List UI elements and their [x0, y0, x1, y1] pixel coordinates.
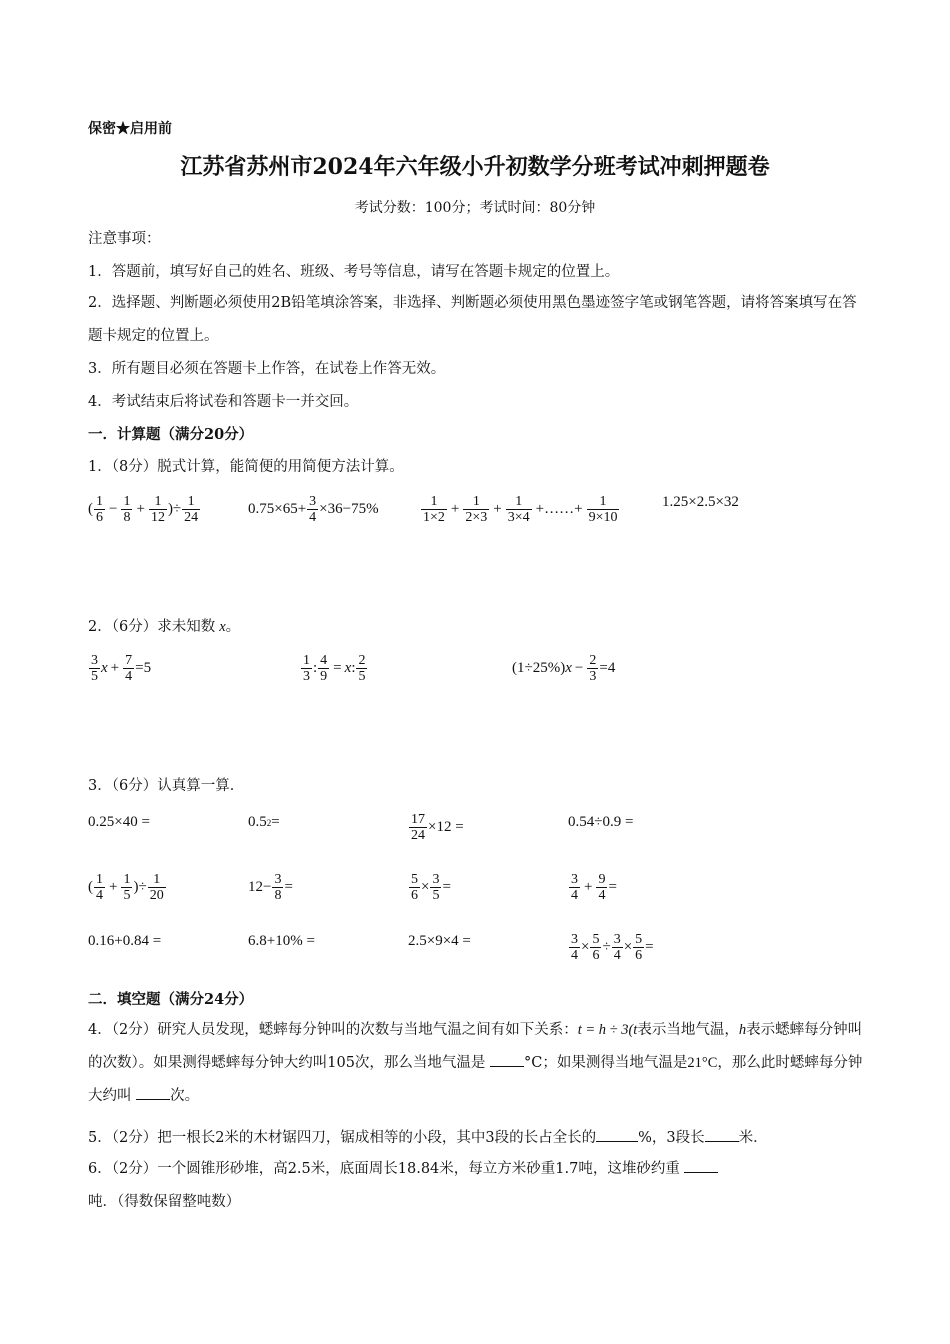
note-4: 4．考试结束后将试卷和答题卡一并交回。 [88, 394, 359, 410]
question-3: 3．（6分）认真算一算． [88, 778, 245, 794]
question-2: 2．（6分）求未知数 x。 [88, 619, 241, 635]
question-6: 6．（2分）一个圆锥形砂堆，高2.5米，底面周长18.84米，每立方米砂重1.7吨，这堆砂约重 吨．（得数保留整吨数） [88, 1153, 868, 1219]
q1-expression-3: $\frac{1}{1\times 2}$ + $\frac{1}{2\times 3}$ + $\frac{1}{3\times 4}$ +……+ $\frac{1}{9\times 10}$ [423, 494, 618, 525]
note-2: 2．选择题、判断题必须使用2B铅笔填涂答案，非选择、判断题必须使用黑色墨迹签字笔或钢笔答题，请将答案填写在答题卡规定的位置上。 [88, 295, 857, 344]
section-2-heading: 二．填空题（满分24分） [88, 991, 254, 1008]
question-5: 5．（2分）把一根长2米的木材锯四刀，锯成相等的小段，其中3段的长占全长的 %，3段长 米． [88, 1127, 768, 1148]
q3-item: 0.54÷0.9 = [568, 814, 634, 830]
q3-item: ( $\frac{1}{4}$ + $\frac{1}{5}$ )÷ $\frac{1}{20}$ [88, 872, 164, 903]
answer-blank[interactable] [136, 1085, 170, 1100]
q3-item: 0.5 2 = [248, 814, 280, 830]
q1-expression-4: 1.25×2.5×32 [662, 494, 739, 510]
answer-blank[interactable] [490, 1052, 524, 1067]
question-1: 1．（8分）脱式计算，能简便的用简便方法计算。 [88, 459, 404, 475]
note-3: 3．所有题目必须在答题卡上作答，在试卷上作答无效。 [88, 361, 446, 377]
q3-item: 6.8+10% = [248, 933, 315, 949]
q2-equation-3: (1÷25%) x − $\frac{2}{3}$ =4 [512, 653, 616, 684]
page-title: 江苏省苏州市2024年六年级小升初数学分班考试冲刺押题卷 [180, 154, 770, 180]
answer-blank[interactable] [596, 1127, 638, 1142]
section-1-heading: 一．计算题（满分20分） [88, 426, 254, 443]
q3-item: 2.5×9×4 = [408, 933, 471, 949]
confidential-label: 保密★启用前 [88, 121, 172, 137]
q3-item: 0.16+0.84 = [88, 933, 162, 949]
q3-item: $\frac{5}{6}$ × $\frac{3}{5}$ = [411, 872, 451, 903]
note-1: 1．答题前，填写好自己的姓名、班级、考号等信息，请写在答题卡规定的位置上。 [88, 264, 620, 280]
q3-item: 12− $\frac{3}{8}$ = [248, 872, 293, 903]
answer-blank[interactable] [705, 1127, 739, 1142]
q3-item: $\frac{3}{4}$ × $\frac{5}{6}$ ÷ $\frac{3}{4}$ × $\frac{5}{6}$ = [571, 932, 654, 963]
notes-heading: 注意事项： [88, 231, 161, 247]
q3-item: 0.25×40 = [88, 814, 150, 830]
question-4: 4．（2分）研究人员发现，蟋蟀每分钟叫的次数与当地气温之间有如下关系：t = h ÷ 3(t表示当地气温，h表示蟋蟀每分钟叫的次数）。如果测得蟋蟀每分钟大约叫105次，那么当地气温是 °C；如果测得当地气温是21°C，那么此时蟋蟀每分钟大约叫 次。 [88, 1022, 863, 1104]
q1-expression-2: 0.75×65+ $\frac{3}{4}$ ×36−75% [248, 494, 379, 525]
q3-item: $\frac{17}{24}$ ×12 = [411, 812, 464, 843]
q2-equation-2: $\frac{1}{3}$ : $\frac{4}{9}$ = x : $\frac{2}{5}$ [303, 653, 366, 684]
q3-item: $\frac{3}{4}$ + $\frac{9}{4}$ = [571, 872, 617, 903]
exam-info: 考试分数：100分；考试时间：80分钟 [354, 200, 596, 216]
q2-equation-1: $\frac{3}{5}$ x + $\frac{7}{4}$ =5 [91, 653, 152, 684]
q1-expression-1: ( $\frac{1}{6}$ − $\frac{1}{8}$ + $\frac{1}{12}$ )÷ $\frac{1}{24}$ [88, 494, 199, 525]
answer-blank[interactable] [684, 1158, 718, 1173]
